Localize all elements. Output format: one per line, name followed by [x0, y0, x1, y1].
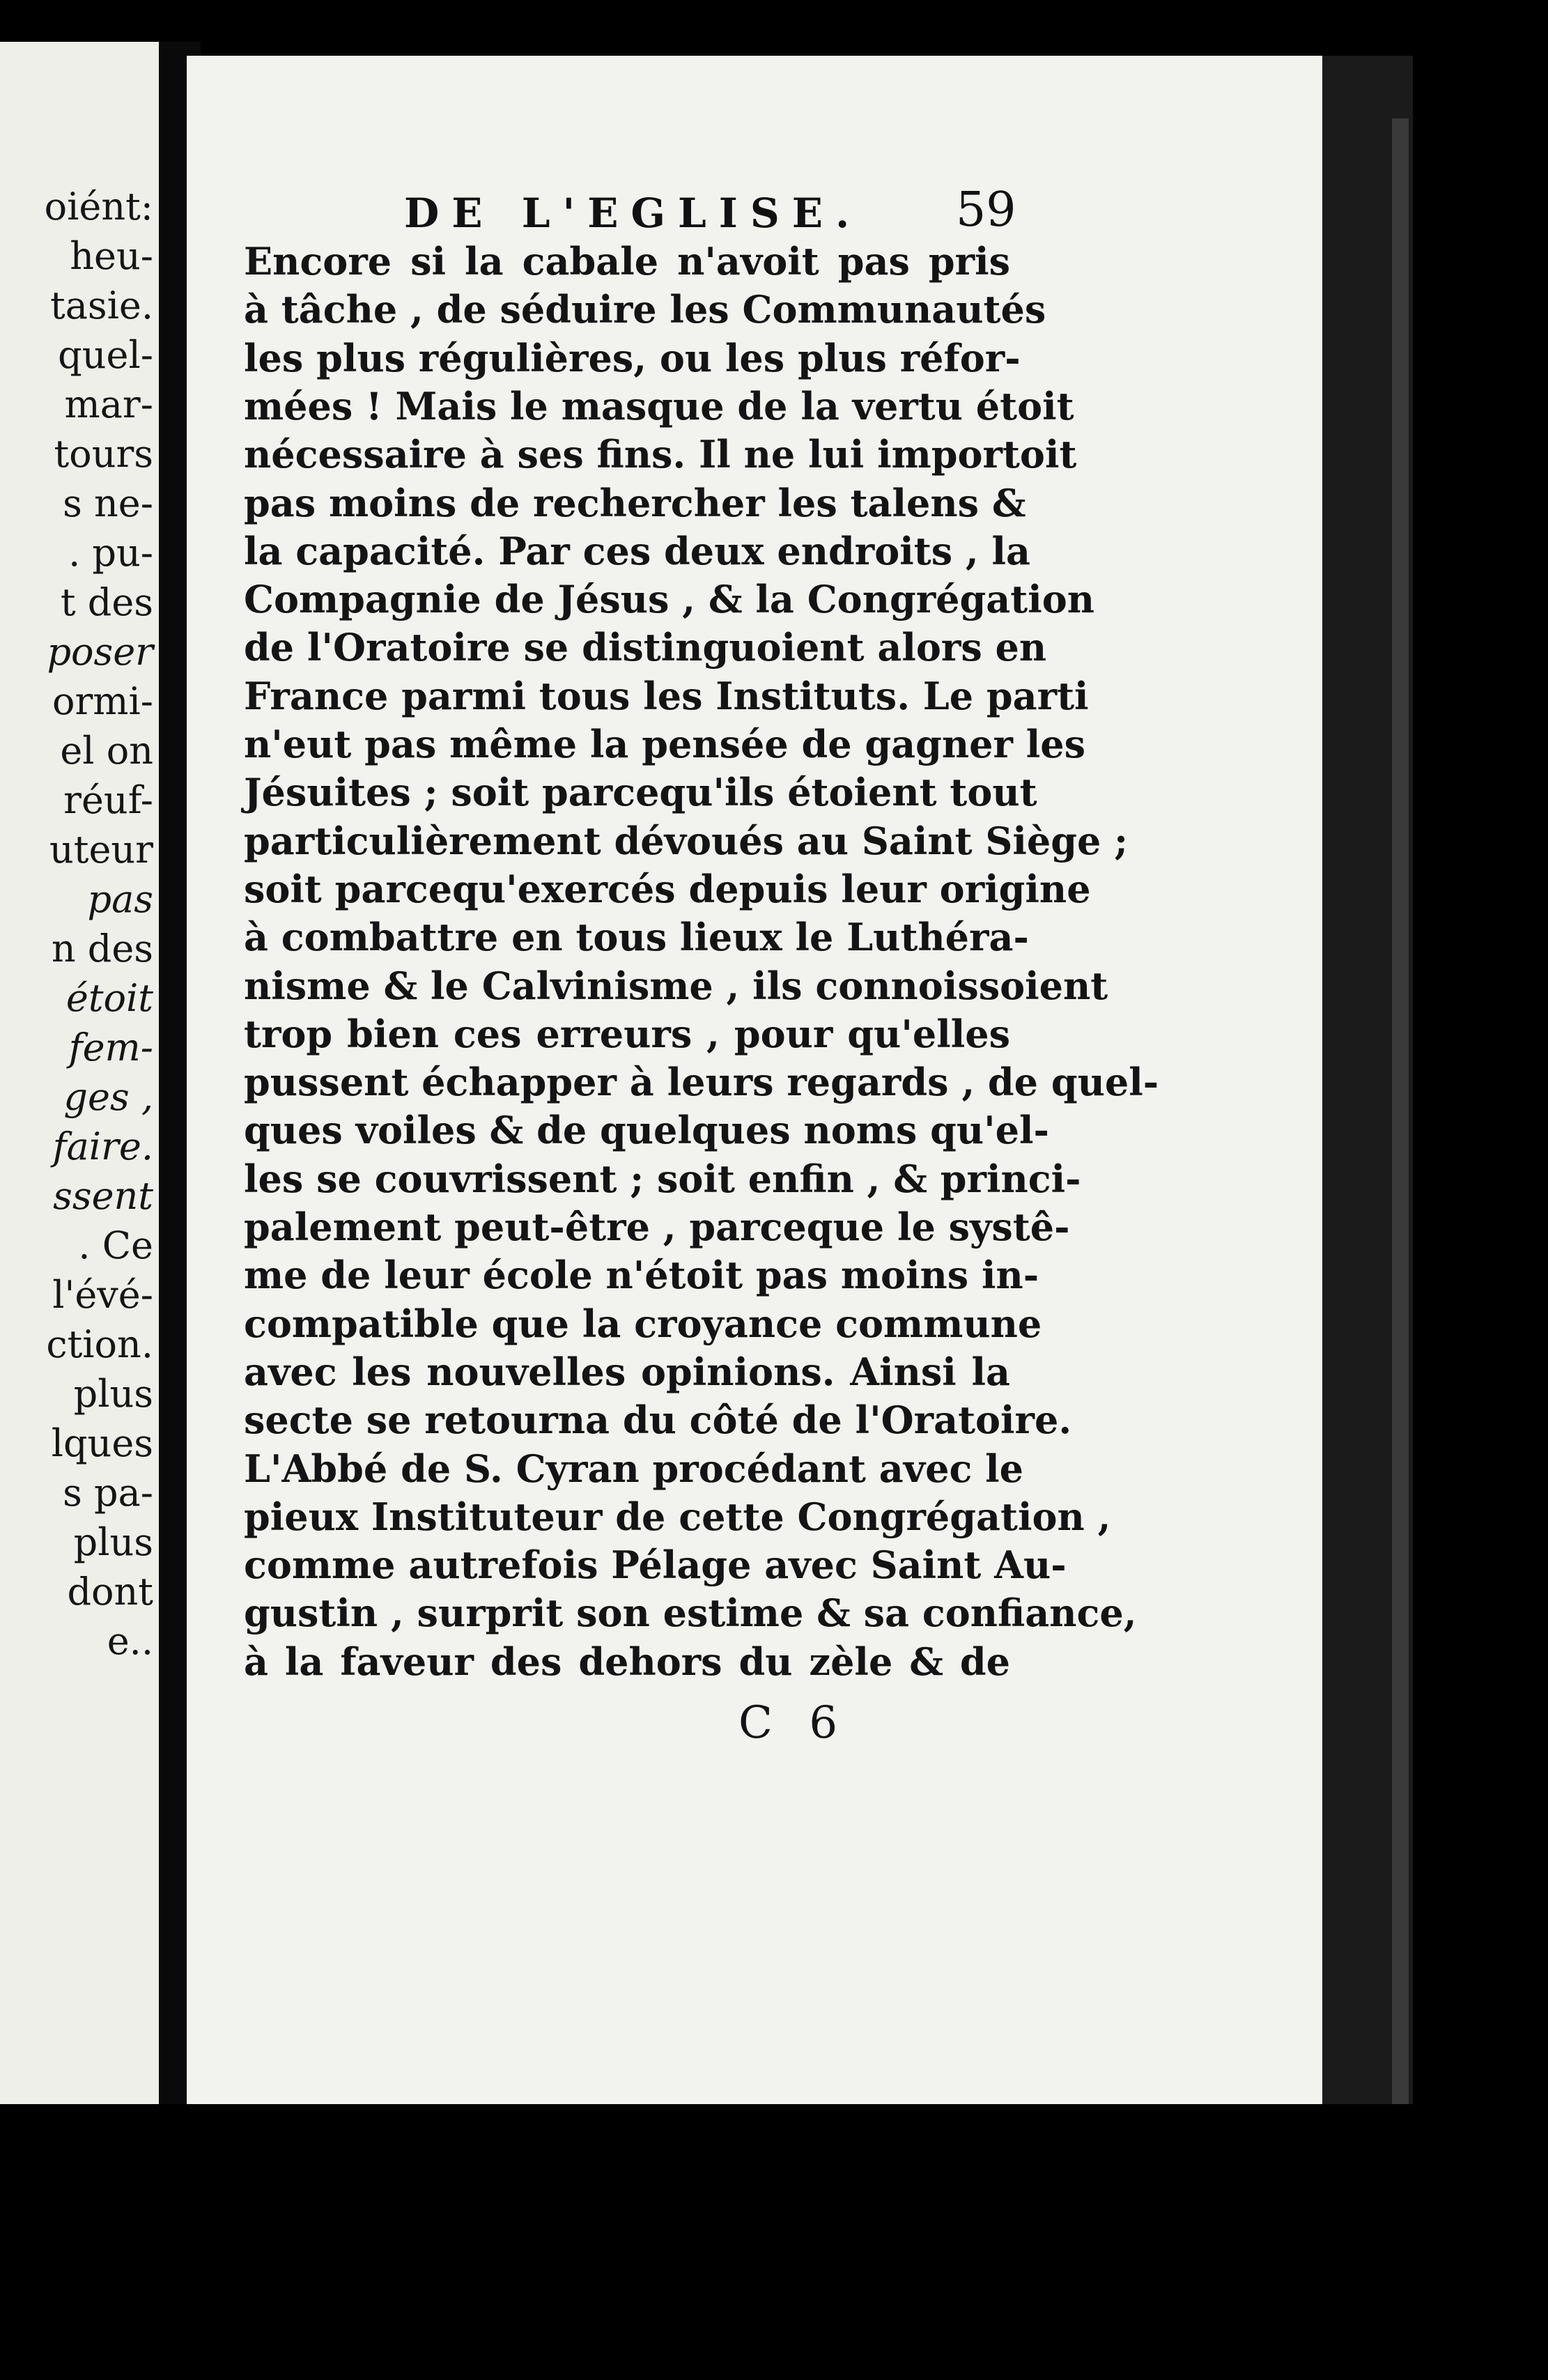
running-head: DE L'EGLISE.: [404, 190, 862, 237]
previous-page-line: s pa-: [63, 1471, 153, 1515]
previous-page-line: e..: [107, 1619, 153, 1663]
body-line: trop bien ces erreurs , pour qu'elles: [244, 1012, 1010, 1056]
body-line: secte se retourna du côté de l'Oratoire.: [244, 1398, 1072, 1442]
body-line: L'Abbé de S. Cyran procédant avec le: [244, 1446, 1023, 1491]
signature-mark: C 6: [738, 1697, 849, 1749]
body-line: les se couvrissent ; soit enfin , & princi-: [244, 1157, 1081, 1201]
body-line: gustin , surprit son estime & sa confiance,: [244, 1591, 1137, 1635]
body-line: Compagnie de Jésus , & la Congrégation: [244, 577, 1095, 621]
previous-page-line: tasie.: [50, 284, 153, 327]
previous-page-line: pas: [87, 877, 153, 921]
previous-page-line: t des: [60, 580, 153, 624]
previous-page-line: l'évé-: [52, 1273, 153, 1317]
body-line: avec les nouvelles opinions. Ainsi la: [244, 1350, 1010, 1394]
previous-page-line: heu-: [70, 234, 153, 278]
previous-page-line: fem-: [68, 1026, 153, 1069]
previous-page-line: plus: [73, 1520, 153, 1564]
previous-page-line: . Ce: [78, 1223, 153, 1267]
previous-page-line: el on: [60, 729, 153, 773]
body-line: pas moins de rechercher les talens &: [244, 481, 1026, 525]
previous-page-line: mar-: [64, 382, 153, 426]
body-line: à tâche , de séduire les Communautés: [244, 287, 1046, 332]
body-line: à combattre en tous lieux le Luthéra-: [244, 915, 1029, 959]
body-line: me de leur école n'étoit pas moins in-: [244, 1253, 1039, 1297]
page-edge-shadow: [1392, 118, 1409, 2104]
body-line: les plus régulières, ou les plus réfor-: [244, 336, 1021, 380]
body-line: pussent échapper à leurs regards , de quel-: [244, 1060, 1159, 1104]
previous-page-line: oiént:: [44, 185, 153, 229]
previous-page-line: uteur: [49, 828, 153, 872]
page-number: 59: [956, 183, 1016, 238]
body-line: à la faveur des dehors du zèle & de: [244, 1639, 1010, 1684]
body-line: palement peut-être , parceque le systê-: [244, 1205, 1070, 1249]
previous-page-line: quel-: [58, 333, 153, 377]
previous-page-line: réuf-: [63, 778, 153, 822]
previous-page-line: . pu-: [68, 531, 153, 575]
previous-page-line: ges ,: [63, 1075, 153, 1119]
previous-page-line: ormi-: [52, 679, 153, 723]
previous-page-line: s ne-: [63, 481, 153, 525]
body-line: particulièrement dévoués au Saint Siège ;: [244, 819, 1129, 863]
body-line: n'eut pas même la pensée de gagner les: [244, 722, 1086, 766]
previous-page-line: ssent: [53, 1174, 153, 1218]
previous-page-line: tours: [54, 432, 153, 476]
previous-page: [0, 42, 159, 2104]
body-line: compatible que la croyance commune: [244, 1301, 1042, 1346]
body-line: comme autrefois Pélage avec Saint Au-: [244, 1543, 1067, 1587]
body-line: soit parcequ'exercés depuis leur origine: [244, 867, 1091, 911]
body-line: de l'Oratoire se distinguoient alors en: [244, 625, 1047, 670]
previous-page-line: faire.: [52, 1125, 153, 1168]
previous-page-line: étoit: [65, 976, 153, 1020]
body-line: Encore si la cabale n'avoit pas pris: [244, 239, 1010, 284]
body-line: Jésuites ; soit parcequ'ils étoient tout: [244, 770, 1037, 814]
previous-page-line: poser: [47, 630, 153, 674]
body-line: la capacité. Par ces deux endroits , la: [244, 529, 1031, 573]
previous-page-line: n des: [51, 927, 153, 971]
body-line: France parmi tous les Instituts. Le parti: [244, 674, 1089, 718]
previous-page-line: dont: [67, 1570, 153, 1614]
previous-page-line: lques: [51, 1421, 153, 1465]
body-line: ques voiles & de quelques noms qu'el-: [244, 1108, 1049, 1152]
previous-page-line: ction.: [46, 1322, 153, 1366]
body-line: mées ! Mais le masque de la vertu étoit: [244, 384, 1074, 428]
body-line: pieux Instituteur de cette Congrégation ,: [244, 1494, 1111, 1539]
previous-page-line: plus: [73, 1372, 153, 1416]
body-line: nisme & le Calvinisme , ils connoissoient: [244, 964, 1108, 1008]
body-line: nécessaire à ses fins. Il ne lui importoit: [244, 432, 1077, 477]
